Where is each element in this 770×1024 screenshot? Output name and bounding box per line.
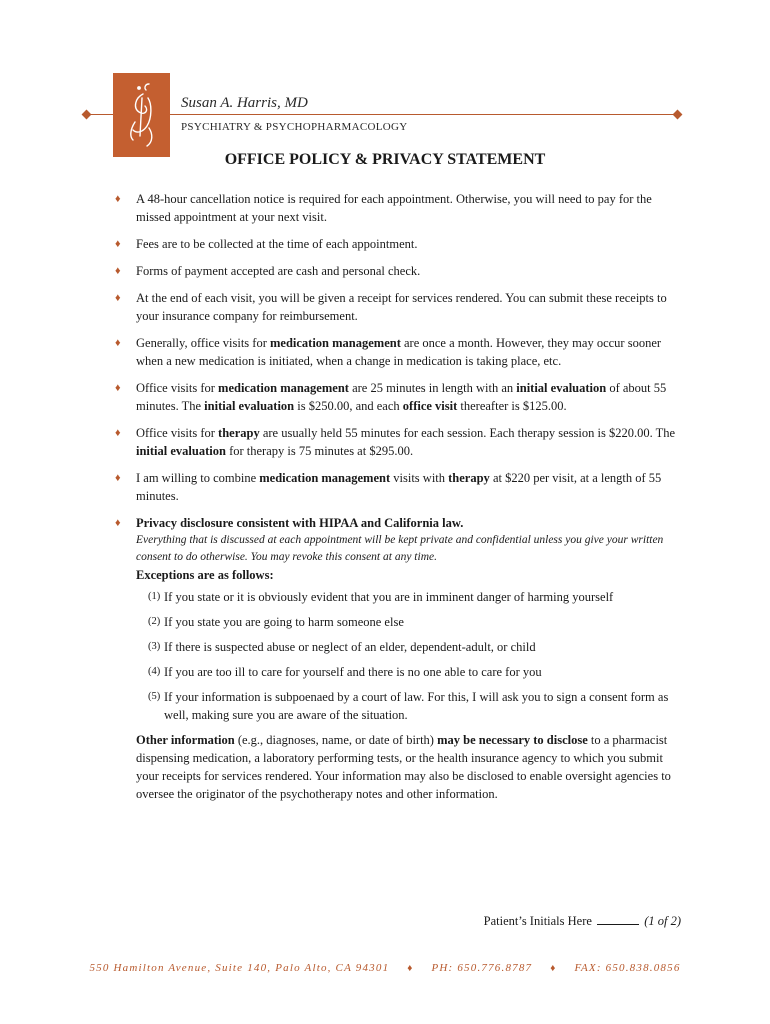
policy-item: ♦ Fees are to be collected at the time of each appointment. <box>115 237 418 251</box>
policy-item: ♦ Office visits for medication management are 25 minutes in length with an initial evaluation of about 55 minutes. The initial evaluation is $250.00, and each office visit thereafter is $125.00. <box>115 381 667 413</box>
exception-item: (2) If you state you are going to harm someone else <box>148 615 404 629</box>
header-rule <box>86 114 678 115</box>
other-information: Other information (e.g., diagnoses, name, or date of birth) may be necessary to disclose to a pharmacist dispensing medication, a laboratory performing tests, or the health insurance agency to which you submit your receipts for services rendered. Your information may also be disclosed to enable oversight agencies to oversee the originator of the psychotherapy notes and other information. <box>136 733 671 801</box>
physician-name: Susan A. Harris, MD <box>181 95 308 111</box>
diamond-bullet-icon: ♦ <box>115 382 121 394</box>
privacy-section <box>112 514 682 803</box>
exceptions-list <box>136 588 682 724</box>
initials-blank-line[interactable] <box>597 914 639 925</box>
exception-item: (1) If you state or it is obviously evident that you are in imminent danger of harming yourself <box>148 590 614 604</box>
exception-item: (4) If you are too ill to care for yourself and there is no one able to care for you <box>148 665 542 679</box>
policy-item: ♦ Forms of payment accepted are cash and personal check. <box>115 264 421 278</box>
patient-initials <box>484 914 681 929</box>
document-title: OFFICE POLICY & PRIVACY STATEMENT <box>224 151 546 168</box>
page-indicator: (1 of 2) <box>644 914 681 928</box>
diamond-bullet-icon: ♦ <box>115 427 121 439</box>
footer <box>0 962 770 974</box>
rule-left-diamond <box>82 110 92 120</box>
diamond-bullet-icon: ♦ <box>115 337 121 349</box>
diamond-bullet-icon: ♦ <box>115 193 121 205</box>
exception-item: (3) If there is suspected abuse or neglect of an elder, dependent-adult, or child <box>148 640 536 654</box>
policy-item: ♦ At the end of each visit, you will be given a receipt for services rendered. You can submit these receipts to your insurance company for reimbursement. <box>115 291 667 323</box>
privacy-heading: Privacy disclosure consistent with HIPAA and California law. <box>136 516 464 530</box>
footer-phone: PH: 650.776.8787 <box>431 962 533 974</box>
privacy-consent: Everything that is discussed at each appointment will be kept private and confidential unless you give your written consent to do otherwise. You may revoke this consent at any time. <box>136 534 664 563</box>
footer-diamond-icon: ♦ <box>407 963 414 974</box>
diamond-bullet-icon: ♦ <box>115 292 121 304</box>
monogram-logo <box>113 73 170 157</box>
rule-right-diamond <box>673 110 683 120</box>
initials-label: Patient’s Initials Here <box>483 914 592 928</box>
diamond-bullet-icon: ♦ <box>115 265 121 277</box>
footer-fax: FAX: 650.838.0856 <box>574 962 681 974</box>
diamond-bullet-icon: ♦ <box>115 238 121 250</box>
specialty: PSYCHIATRY & PSYCHOPHARMACOLOGY <box>181 121 408 133</box>
policy-item: ♦ I am willing to combine medication management visits with therapy at $220 per visit, at a length of 55 minutes. <box>115 471 662 503</box>
exception-item: (5) If your information is subpoenaed by a court of law. For this, I will ask you to sign a consent form as well, making sure you are aware of the situation. <box>148 690 669 722</box>
policy-item: ♦ Generally, office visits for medication management are once a month. However, they may occur sooner when a new medication is initiated, when a change in medication is taking place, etc. <box>115 336 662 368</box>
exceptions-heading: Exceptions are as follows: <box>136 568 274 582</box>
policy-body <box>112 190 682 812</box>
policy-item: ♦ Office visits for therapy are usually held 55 minutes for each session. Each therapy session is $220.00. The initial evaluation for therapy is 75 minutes at $295.00. <box>115 426 676 458</box>
footer-diamond-icon: ♦ <box>550 963 557 974</box>
diamond-bullet-icon: ♦ <box>115 517 121 529</box>
footer-address: 550 Hamilton Avenue, Suite 140, Palo Alto, CA 94301 <box>89 962 390 974</box>
diamond-bullet-icon: ♦ <box>115 472 121 484</box>
policy-item: ♦ A 48-hour cancellation notice is required for each appointment. Otherwise, you will need to pay for the missed appointment at your next visit. <box>115 192 652 224</box>
